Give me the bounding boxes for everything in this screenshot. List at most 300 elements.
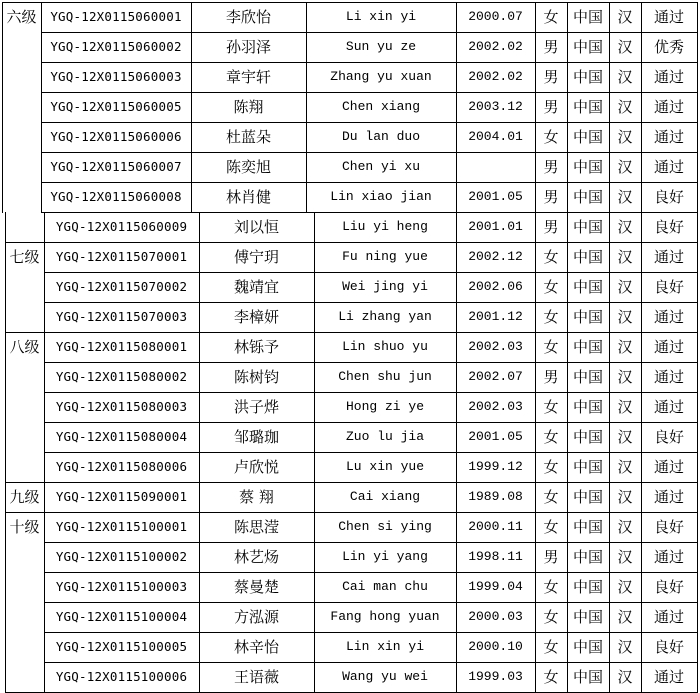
- column-border: [567, 662, 568, 693]
- name-cell: 李欣怡: [225, 8, 271, 26]
- column-border: [609, 32, 610, 63]
- column-border: [5, 632, 6, 663]
- ethnicity-cell: 汉: [617, 98, 633, 116]
- column-border: [41, 2, 42, 33]
- column-border: [456, 452, 457, 483]
- result-cell: 通过: [653, 128, 684, 146]
- table-row: [0, 542, 700, 572]
- result-cell: 通过: [653, 8, 684, 26]
- pinyin-cell: Zhang yu xuan: [330, 69, 432, 84]
- column-border: [44, 602, 45, 633]
- column-border: [456, 392, 457, 423]
- column-border: [5, 572, 6, 603]
- column-border: [2, 92, 3, 123]
- column-border: [609, 92, 610, 123]
- column-border: [641, 62, 642, 93]
- column-border: [609, 632, 610, 663]
- name-cell: 刘以恒: [233, 218, 279, 236]
- level-cell: [2, 62, 41, 92]
- column-border: [199, 302, 200, 333]
- pinyin-cell: Chen si ying: [338, 519, 432, 534]
- result-cell: 良好: [653, 278, 684, 296]
- nationality-cell: 中国: [572, 458, 603, 476]
- gender-cell: 女: [543, 398, 559, 416]
- column-border: [535, 62, 536, 93]
- column-border: [5, 452, 6, 483]
- column-border: [609, 2, 610, 33]
- result-cell: 通过: [653, 248, 684, 266]
- column-border: [314, 632, 315, 663]
- column-border: [44, 422, 45, 453]
- gender-cell: 男: [543, 188, 559, 206]
- birth-date-cell: 2002.03: [468, 339, 523, 354]
- cert-id-cell: YGQ-12X0115080003: [55, 399, 188, 414]
- column-border: [5, 602, 6, 633]
- nationality-cell: 中国: [572, 248, 603, 266]
- result-cell: 通过: [653, 608, 684, 626]
- column-border: [609, 392, 610, 423]
- level-cell: [5, 662, 44, 692]
- column-border: [41, 122, 42, 153]
- column-border: [567, 2, 568, 33]
- level-cell: [2, 182, 41, 212]
- column-border: [697, 2, 698, 33]
- column-border: [567, 242, 568, 273]
- column-border: [314, 242, 315, 273]
- column-border: [41, 32, 42, 63]
- table-row: [0, 512, 700, 542]
- column-border: [567, 602, 568, 633]
- name-cell: 蔡 翔: [239, 488, 274, 506]
- nationality-cell: 中国: [572, 308, 603, 326]
- column-border: [567, 572, 568, 603]
- column-border: [456, 482, 457, 513]
- column-border: [567, 32, 568, 63]
- column-border: [199, 542, 200, 573]
- gender-cell: 女: [543, 518, 559, 536]
- birth-date-cell: 1998.11: [468, 549, 523, 564]
- table-row: [0, 242, 700, 272]
- column-border: [314, 212, 315, 243]
- level-cell: [5, 422, 44, 452]
- column-border: [314, 422, 315, 453]
- table-row: [0, 182, 700, 212]
- column-border: [609, 62, 610, 93]
- column-border: [199, 662, 200, 693]
- ethnicity-cell: 汉: [617, 608, 633, 626]
- column-border: [567, 212, 568, 243]
- name-cell: 卢欣悦: [233, 458, 279, 476]
- cert-id-cell: YGQ-12X0115070002: [55, 279, 188, 294]
- column-border: [609, 272, 610, 303]
- cert-id-cell: YGQ-12X0115060003: [50, 69, 182, 84]
- result-cell: 通过: [653, 488, 684, 506]
- column-border: [697, 452, 698, 483]
- name-cell: 陈奕旭: [225, 158, 271, 176]
- name-cell: 傅宁玥: [233, 248, 279, 266]
- column-border: [609, 602, 610, 633]
- pinyin-cell: Sun yu ze: [345, 39, 417, 54]
- column-border: [535, 542, 536, 573]
- column-border: [535, 452, 536, 483]
- column-border: [44, 512, 45, 543]
- table-row: [0, 482, 700, 512]
- column-border: [456, 572, 457, 603]
- nationality-cell: 中国: [572, 398, 603, 416]
- table-row: [0, 2, 700, 32]
- column-border: [456, 332, 457, 363]
- ethnicity-cell: 汉: [617, 518, 633, 536]
- column-border: [314, 302, 315, 333]
- birth-date-cell: 2003.12: [468, 99, 523, 114]
- nationality-cell: 中国: [572, 98, 603, 116]
- nationality-cell: 中国: [572, 578, 603, 596]
- gender-cell: 女: [543, 278, 559, 296]
- birth-date-cell: 1999.04: [468, 579, 523, 594]
- result-cell: 通过: [653, 548, 684, 566]
- column-border: [697, 602, 698, 633]
- birth-date-cell: 2002.02: [468, 39, 523, 54]
- result-cell: 良好: [653, 188, 684, 206]
- column-border: [697, 332, 698, 363]
- column-border: [314, 542, 315, 573]
- ethnicity-cell: 汉: [617, 368, 633, 386]
- column-border: [641, 632, 642, 663]
- column-border: [609, 512, 610, 543]
- nationality-cell: 中国: [572, 188, 603, 206]
- ethnicity-cell: 汉: [617, 278, 633, 296]
- column-border: [5, 242, 6, 273]
- ethnicity-cell: 汉: [617, 488, 633, 506]
- result-cell: 通过: [653, 338, 684, 356]
- gender-cell: 男: [543, 158, 559, 176]
- result-cell: 良好: [653, 518, 684, 536]
- name-cell: 林肖健: [225, 188, 271, 206]
- column-border: [641, 92, 642, 123]
- pinyin-cell: Chen shu jun: [338, 369, 432, 384]
- ethnicity-cell: 汉: [617, 428, 633, 446]
- level-cell: 十级: [9, 518, 40, 536]
- cert-id-cell: YGQ-12X0115080006: [55, 459, 188, 474]
- column-border: [5, 332, 6, 363]
- cert-id-cell: YGQ-12X0115060007: [50, 159, 182, 174]
- column-border: [199, 272, 200, 303]
- table-row: [0, 62, 700, 92]
- column-border: [609, 212, 610, 243]
- column-border: [535, 422, 536, 453]
- result-cell: 通过: [653, 368, 684, 386]
- column-border: [456, 662, 457, 693]
- table-row: [0, 392, 700, 422]
- column-border: [641, 2, 642, 33]
- column-border: [697, 62, 698, 93]
- name-cell: 李樟妍: [233, 308, 279, 326]
- column-border: [535, 212, 536, 243]
- pinyin-cell: Lin xiao jian: [330, 189, 432, 204]
- column-border: [697, 632, 698, 663]
- birth-date-cell: [456, 152, 535, 182]
- pinyin-cell: Cai man chu: [342, 579, 428, 594]
- nationality-cell: 中国: [572, 158, 603, 176]
- column-border: [641, 392, 642, 423]
- level-cell: 八级: [9, 338, 40, 356]
- column-border: [306, 152, 307, 183]
- level-cell: 六级: [6, 8, 37, 26]
- column-border: [5, 392, 6, 423]
- column-border: [697, 122, 698, 153]
- column-border: [697, 92, 698, 123]
- gender-cell: 女: [543, 8, 559, 26]
- pinyin-cell: Hong zi ye: [345, 399, 424, 414]
- column-border: [44, 662, 45, 693]
- result-cell: 通过: [653, 68, 684, 86]
- column-border: [44, 302, 45, 333]
- ethnicity-cell: 汉: [617, 248, 633, 266]
- level-cell: [5, 602, 44, 632]
- pinyin-cell: Zuo lu jia: [345, 429, 424, 444]
- column-border: [535, 362, 536, 393]
- column-border: [641, 362, 642, 393]
- birth-date-cell: 1989.08: [468, 489, 523, 504]
- column-border: [191, 152, 192, 183]
- ethnicity-cell: 汉: [617, 158, 633, 176]
- nationality-cell: 中国: [572, 488, 603, 506]
- column-border: [641, 512, 642, 543]
- level-cell: [5, 542, 44, 572]
- level-cell: [5, 212, 44, 242]
- column-border: [5, 212, 6, 243]
- result-cell: 通过: [653, 98, 684, 116]
- gender-cell: 男: [543, 38, 559, 56]
- column-border: [191, 92, 192, 123]
- column-border: [314, 392, 315, 423]
- column-border: [306, 92, 307, 123]
- birth-date-cell: 2001.05: [468, 189, 523, 204]
- table-row: [0, 32, 700, 62]
- pinyin-cell: Lin shuo yu: [342, 339, 428, 354]
- level-cell: [5, 392, 44, 422]
- column-border: [567, 92, 568, 123]
- column-border: [697, 422, 698, 453]
- pinyin-cell: Lu xin yue: [345, 459, 424, 474]
- ethnicity-cell: 汉: [617, 38, 633, 56]
- column-border: [609, 122, 610, 153]
- column-border: [191, 122, 192, 153]
- gender-cell: 女: [543, 128, 559, 146]
- name-cell: 邹璐珈: [233, 428, 279, 446]
- column-border: [306, 32, 307, 63]
- gender-cell: 女: [543, 428, 559, 446]
- gender-cell: 女: [543, 458, 559, 476]
- column-border: [697, 302, 698, 333]
- column-border: [314, 512, 315, 543]
- column-border: [5, 512, 6, 543]
- result-cell: 良好: [653, 638, 684, 656]
- column-border: [306, 62, 307, 93]
- column-border: [609, 422, 610, 453]
- column-border: [609, 572, 610, 603]
- column-border: [456, 632, 457, 663]
- nationality-cell: 中国: [572, 368, 603, 386]
- result-cell: 良好: [653, 578, 684, 596]
- birth-date-cell: 2000.03: [468, 609, 523, 624]
- column-border: [44, 242, 45, 273]
- column-border: [456, 182, 457, 213]
- column-border: [44, 362, 45, 393]
- cert-id-cell: YGQ-12X0115080002: [55, 369, 188, 384]
- birth-date-cell: 2001.01: [468, 219, 523, 234]
- cert-id-cell: YGQ-12X0115060008: [50, 189, 182, 204]
- level-cell: [5, 452, 44, 482]
- column-border: [44, 482, 45, 513]
- column-border: [697, 362, 698, 393]
- level-cell: [2, 152, 41, 182]
- table-row: [0, 272, 700, 302]
- cert-id-cell: YGQ-12X0115080004: [55, 429, 188, 444]
- cert-id-cell: YGQ-12X0115070001: [55, 249, 188, 264]
- column-border: [191, 182, 192, 213]
- column-border: [456, 212, 457, 243]
- column-border: [609, 302, 610, 333]
- gender-cell: 女: [543, 608, 559, 626]
- column-border: [5, 482, 6, 513]
- table-row: [0, 152, 700, 182]
- name-cell: 林辛怡: [233, 638, 279, 656]
- level-cell: [5, 272, 44, 302]
- row-border: [2, 2, 698, 3]
- cert-id-cell: YGQ-12X0115100003: [55, 579, 188, 594]
- column-border: [567, 152, 568, 183]
- column-border: [567, 542, 568, 573]
- gender-cell: 男: [543, 368, 559, 386]
- column-border: [609, 362, 610, 393]
- pinyin-cell: Fang hong yuan: [330, 609, 440, 624]
- result-cell: 通过: [653, 398, 684, 416]
- level-cell: [5, 632, 44, 662]
- pinyin-cell: Li zhang yan: [338, 309, 432, 324]
- name-cell: 洪子烨: [233, 398, 279, 416]
- birth-date-cell: 2002.03: [468, 399, 523, 414]
- table-row: [0, 362, 700, 392]
- column-border: [609, 662, 610, 693]
- pinyin-cell: Liu yi heng: [342, 219, 428, 234]
- column-border: [314, 662, 315, 693]
- column-border: [609, 242, 610, 273]
- column-border: [567, 422, 568, 453]
- column-border: [535, 182, 536, 213]
- column-border: [697, 662, 698, 693]
- column-border: [199, 422, 200, 453]
- column-border: [567, 632, 568, 663]
- cert-id-cell: YGQ-12X0115100006: [55, 669, 188, 684]
- column-border: [41, 182, 42, 213]
- level-cell: [2, 32, 41, 62]
- column-border: [641, 602, 642, 633]
- column-border: [5, 422, 6, 453]
- column-border: [535, 662, 536, 693]
- column-border: [44, 212, 45, 243]
- column-border: [567, 482, 568, 513]
- column-border: [567, 302, 568, 333]
- gender-cell: 男: [543, 548, 559, 566]
- gender-cell: 女: [543, 668, 559, 686]
- column-border: [306, 122, 307, 153]
- gender-cell: 男: [543, 218, 559, 236]
- result-cell: 通过: [653, 158, 684, 176]
- cert-id-cell: YGQ-12X0115100002: [55, 549, 188, 564]
- name-cell: 孙羽泽: [225, 38, 271, 56]
- column-border: [567, 272, 568, 303]
- pinyin-cell: Chen xiang: [341, 99, 420, 114]
- ethnicity-cell: 汉: [617, 308, 633, 326]
- column-border: [306, 2, 307, 33]
- column-border: [697, 482, 698, 513]
- column-border: [456, 512, 457, 543]
- column-border: [697, 182, 698, 213]
- column-border: [199, 392, 200, 423]
- column-border: [567, 182, 568, 213]
- column-border: [641, 182, 642, 213]
- column-border: [567, 122, 568, 153]
- column-border: [641, 482, 642, 513]
- column-border: [697, 212, 698, 243]
- birth-date-cell: 1999.03: [468, 669, 523, 684]
- table-row: [0, 662, 700, 692]
- column-border: [44, 632, 45, 663]
- pinyin-cell: Lin yi yang: [342, 549, 428, 564]
- column-border: [456, 242, 457, 273]
- name-cell: 蔡曼楚: [233, 578, 279, 596]
- ethnicity-cell: 汉: [617, 638, 633, 656]
- pinyin-cell: Lin xin yi: [345, 639, 424, 654]
- column-border: [567, 332, 568, 363]
- column-border: [567, 362, 568, 393]
- column-border: [567, 392, 568, 423]
- column-border: [44, 572, 45, 603]
- table-row: [0, 572, 700, 602]
- column-border: [535, 632, 536, 663]
- result-cell: 良好: [653, 218, 684, 236]
- column-border: [2, 2, 3, 33]
- birth-date-cell: 2004.01: [468, 129, 523, 144]
- birth-date-cell: 2000.07: [468, 9, 523, 24]
- column-border: [697, 272, 698, 303]
- column-border: [5, 662, 6, 693]
- birth-date-cell: 2002.02: [468, 69, 523, 84]
- column-border: [609, 482, 610, 513]
- nationality-cell: 中国: [572, 638, 603, 656]
- result-cell: 优秀: [653, 38, 684, 56]
- result-cell: 良好: [653, 428, 684, 446]
- pinyin-cell: Wang yu wei: [342, 669, 428, 684]
- column-border: [609, 332, 610, 363]
- column-border: [641, 332, 642, 363]
- nationality-cell: 中国: [572, 518, 603, 536]
- name-cell: 陈思滢: [233, 518, 279, 536]
- birth-date-cell: 2001.12: [468, 309, 523, 324]
- name-cell: 林艺炀: [233, 548, 279, 566]
- column-border: [2, 152, 3, 183]
- gender-cell: 女: [543, 488, 559, 506]
- column-border: [567, 62, 568, 93]
- nationality-cell: 中国: [572, 338, 603, 356]
- ethnicity-cell: 汉: [617, 458, 633, 476]
- birth-date-cell: 2000.10: [468, 639, 523, 654]
- birth-date-cell: 2002.06: [468, 279, 523, 294]
- cert-id-cell: YGQ-12X0115080001: [55, 339, 188, 354]
- column-border: [535, 32, 536, 63]
- pinyin-cell: Cai xiang: [349, 489, 421, 504]
